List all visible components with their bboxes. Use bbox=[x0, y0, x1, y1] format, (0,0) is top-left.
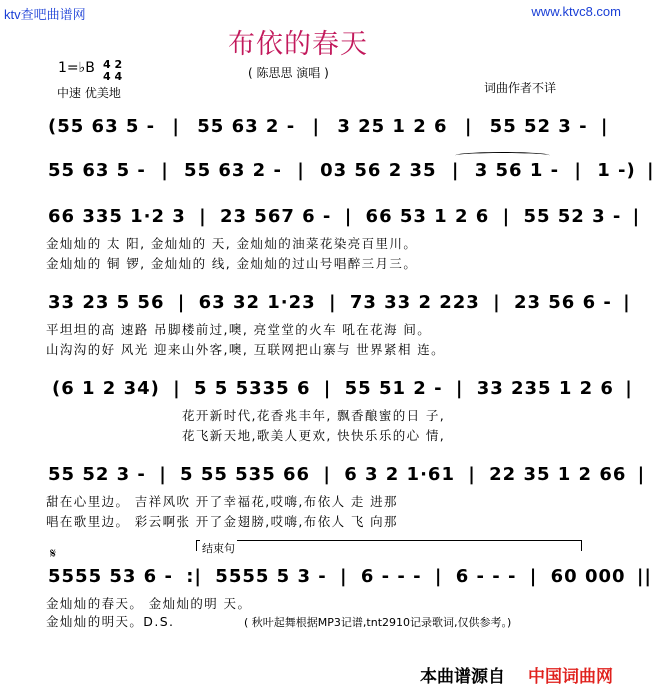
measure: (6 1 2 34) bbox=[52, 378, 160, 399]
lyrics-row-3-verse-2: 金灿灿的 铜 锣, 金灿灿的 线, 金灿灿的过山号唱醉三月三。 bbox=[46, 256, 418, 271]
lyrics-row-4-verse-1: 平坦坦的高 速路 吊脚楼前过,噢, 亮堂堂的火车 吼在花海 间。 bbox=[46, 322, 432, 337]
time-signature-bottom: 4 4 bbox=[103, 70, 123, 83]
transcription-footnote: ( 秋叶起舞根据MP3记谱,tnt2910记录歌词,仅供参考。) bbox=[244, 616, 512, 629]
measure: 6 3 2 1·61 bbox=[344, 464, 455, 485]
time-signature-top: 4 2 bbox=[103, 58, 123, 71]
composer-credit: 词曲作者不详 bbox=[484, 81, 557, 95]
score-row-2: 55 63 5 - | 55 63 2 - | 03 56 2 35 | 3 56 1 - | 1 -) | bbox=[48, 160, 655, 181]
measure: 1 -) bbox=[597, 160, 636, 181]
measure: 55 63 2 - bbox=[184, 160, 282, 181]
measure: 3 25 1 2 6 bbox=[337, 116, 448, 137]
measure: 55 51 2 - bbox=[344, 378, 443, 399]
measure: 55 63 2 - bbox=[197, 116, 296, 137]
song-title: 布依的春天 bbox=[228, 29, 368, 60]
score-row-7: 5555 53 6 - :| 5555 5 3 - | 6 - - - | 6 - - - | 60 000 || bbox=[48, 566, 652, 587]
measure: 6 - - - bbox=[360, 566, 422, 587]
lyrics-row-5-verse-2: 花飞新天地,歌美人更欢, 快快乐乐的心 情, bbox=[182, 428, 446, 443]
measure: 3 56 1 - bbox=[474, 160, 560, 181]
key-signature: 1=♭B bbox=[58, 60, 95, 76]
measure: 66 335 1·2 3 bbox=[48, 206, 186, 227]
lyrics-row-3-verse-1: 金灿灿的 太 阳, 金灿灿的 天, 金灿灿的油菜花染亮百里川。 bbox=[46, 236, 418, 251]
measure: 23 567 6 - bbox=[219, 206, 332, 227]
measure: (55 63 5 - bbox=[48, 116, 156, 137]
tempo-marking: 中速 优美地 bbox=[57, 86, 121, 100]
watermark-left: ktv查吧曲谱网 bbox=[4, 7, 86, 22]
lyrics-row-6-verse-1: 甜在心里边。 吉祥风吹 开了幸福花,哎嗨,布依人 走 进那 bbox=[46, 494, 398, 509]
segno-icon: 𝄋 bbox=[50, 546, 57, 562]
measure: 55 63 5 - bbox=[48, 160, 146, 181]
measure: 23 56 6 - bbox=[513, 292, 612, 313]
measure: 60 000 bbox=[550, 566, 626, 587]
source-site-link[interactable]: 中国词曲网 bbox=[528, 667, 613, 687]
lyrics-row-6-verse-2: 唱在歌里边。 彩云啊张 开了金翅膀,哎嗨,布依人 飞 向那 bbox=[46, 514, 398, 529]
measure: 55 52 3 - bbox=[48, 464, 146, 485]
measure: 5555 5 3 - bbox=[215, 566, 327, 587]
measure: 33 23 5 56 bbox=[48, 292, 165, 313]
source-label: 本曲谱源自 bbox=[420, 667, 505, 687]
measure: 55 52 3 - bbox=[523, 206, 622, 227]
lyrics-row-5-verse-1: 花开新时代,花香兆丰年, 飘香酿蜜的日 子, bbox=[182, 408, 446, 423]
measure: 55 52 3 - bbox=[489, 116, 588, 137]
ending-label: 结束句 bbox=[202, 542, 235, 555]
watermark-right: www.ktvc8.com bbox=[531, 4, 621, 19]
measure: 5 55 535 66 bbox=[180, 464, 311, 485]
singer-credit: ( 陈思思 演唱 ) bbox=[248, 66, 329, 80]
measure: 22 35 1 2 66 bbox=[489, 464, 627, 485]
measure: 63 32 1·23 bbox=[198, 292, 316, 313]
lyrics-row-7-verse-1: 金灿灿的春天。 金灿灿的明 天。 bbox=[46, 596, 252, 611]
tie-mark bbox=[455, 152, 550, 159]
measure: 73 33 2 223 bbox=[349, 292, 480, 313]
score-row-6: 55 52 3 - | 5 55 535 66 | 6 3 2 1·61 | 22 35 1 2 66 | bbox=[48, 464, 646, 485]
measure: 66 53 1 2 6 bbox=[365, 206, 490, 227]
measure: 6 - - - bbox=[455, 566, 517, 587]
lyrics-row-4-verse-2: 山沟沟的好 风光 迎来山外客,噢, 互联网把山寨与 世界紧相 连。 bbox=[46, 342, 446, 357]
score-row-1: (55 63 5 - | 55 63 2 - | 3 25 1 2 6 | 55 52 3 - | bbox=[48, 116, 609, 137]
score-row-5: (6 1 2 34) | 5 5 5335 6 | 55 51 2 - | 33 235 1 2 6 | bbox=[52, 378, 633, 399]
lyrics-row-7-verse-2: 金灿灿的明天。D.S. bbox=[46, 614, 175, 629]
measure: 5 5 5335 6 bbox=[194, 378, 311, 399]
ending-bracket bbox=[196, 540, 582, 551]
score-row-3: 66 335 1·2 3 | 23 567 6 - | 66 53 1 2 6 | 55 52 3 - | bbox=[48, 206, 641, 227]
measure: 33 235 1 2 6 bbox=[476, 378, 614, 399]
score-row-4: 33 23 5 56 | 63 32 1·23 | 73 33 2 223 | 23 56 6 - | bbox=[48, 292, 631, 313]
measure: 5555 53 6 - bbox=[48, 566, 173, 587]
measure: 03 56 2 35 bbox=[320, 160, 437, 181]
